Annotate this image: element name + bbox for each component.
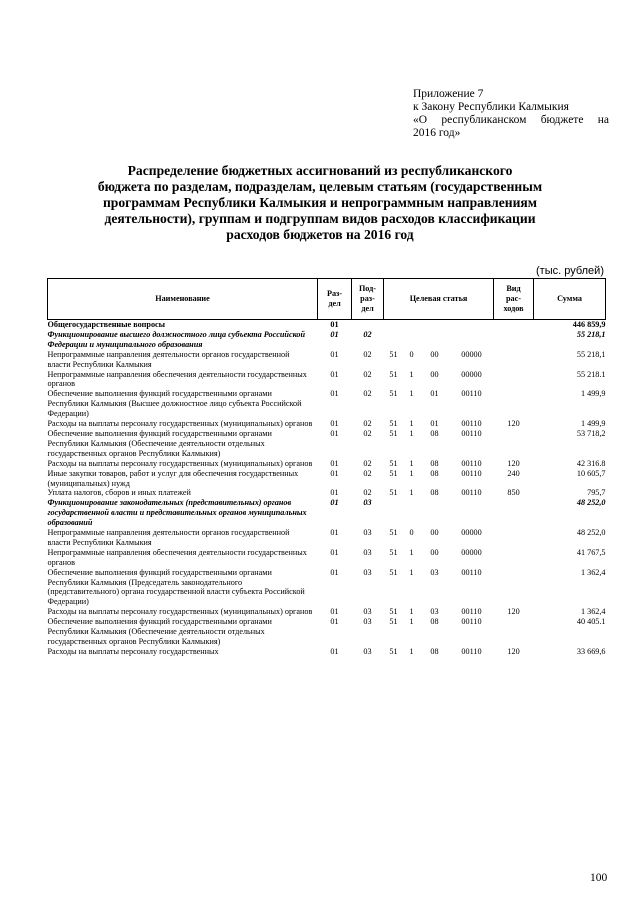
cell-amount: 33 669,6 [576, 646, 606, 656]
cell-target-subprogram: 0 [409, 349, 414, 359]
cell-target-direction [450, 330, 494, 350]
header-section: Раз- дел [318, 279, 352, 320]
cell-target-main: 08 [430, 488, 439, 498]
cell-target-subprogram: 1 [409, 488, 414, 498]
cell-section: 01 [330, 498, 339, 508]
cell-subsection [352, 320, 384, 330]
cell-target-program: 51 [389, 428, 398, 438]
header-amount: Сумма [534, 279, 606, 320]
table-header [48, 279, 606, 320]
cell-target-program: 51 [389, 617, 398, 627]
header-expense-type: Вид рас- ходов [494, 279, 534, 320]
table-row [48, 617, 606, 647]
cell-section: 01 [330, 646, 339, 656]
cell-name: Непрограммные направления обеспечения деятельности государственных органов [47, 547, 307, 567]
cell-expense-type [494, 429, 534, 459]
cell-target-direction: 00110 [461, 468, 482, 478]
table-row [48, 647, 606, 657]
cell-target-subprogram: 1 [409, 468, 414, 478]
cell-section: 01 [330, 389, 339, 399]
cell-target-program: 51 [389, 488, 398, 498]
header-subsection: Под- раз- дел [352, 279, 384, 320]
cell-target-subprogram: 1 [409, 389, 414, 399]
cell-target-program: 51 [389, 567, 398, 577]
table-body [48, 320, 606, 657]
cell-subsection: 03 [363, 528, 372, 538]
cell-target-program: 51 [389, 528, 398, 538]
cell-section: 01 [330, 419, 339, 429]
cell-target-program: 51 [389, 547, 398, 557]
cell-target-subprogram: 1 [409, 547, 414, 557]
cell-name: Непрограммные направления обеспечения деятельности государственных органов [47, 369, 307, 389]
cell-section: 01 [330, 468, 339, 478]
cell-target-program: 51 [389, 607, 398, 617]
cell-name: Уплата налогов, сборов и иных платежей [47, 488, 191, 498]
cell-subsection: 02 [363, 369, 372, 379]
table-row [48, 370, 606, 390]
cell-amount: 1 362,4 [580, 567, 606, 577]
cell-amount: 1 499,9 [580, 419, 606, 429]
cell-expense-type: 850 [507, 488, 520, 498]
table-row [48, 548, 606, 568]
cell-expense-type [494, 548, 534, 568]
cell-target-main: 03 [430, 567, 439, 577]
cell-subsection: 02 [363, 419, 372, 429]
appendix-line-4: 2016 год» [413, 127, 461, 139]
page-number: 100 [590, 872, 608, 884]
table-row [48, 429, 606, 459]
cell-amount: 446 859,9 [534, 320, 606, 330]
cell-target-program [384, 330, 404, 350]
table-row [48, 528, 606, 548]
cell-target-direction: 00000 [461, 349, 482, 359]
cell-target-program: 51 [389, 468, 398, 478]
cell-amount: 1 362,4 [580, 607, 606, 617]
cell-target-subprogram: 1 [409, 428, 414, 438]
cell-target-main: 08 [430, 617, 439, 627]
cell-target-main: 03 [430, 607, 439, 617]
cell-target-direction: 00110 [461, 458, 482, 468]
table-row [48, 469, 606, 489]
cell-name: Расходы на выплаты персоналу государственных (муниципальных) органов [47, 458, 313, 468]
cell-section: 01 [330, 617, 339, 627]
cell-name: Общегосударственные вопросы [48, 320, 318, 330]
cell-target-main: 00 [430, 528, 439, 538]
cell-target-direction: 00110 [461, 646, 482, 656]
cell-amount: 53 718,2 [576, 428, 606, 438]
cell-name: Расходы на выплаты персоналу государственных (муниципальных) органов [47, 607, 313, 617]
cell-amount: 795,7 [587, 488, 606, 498]
cell-target-direction: 00110 [461, 607, 482, 617]
cell-amount: 55 218,1 [576, 349, 606, 359]
cell-name: Иные закупки товаров, работ и услуг для обеспечения государственных (муниципальных) нужд [47, 468, 299, 488]
cell-amount: 40 405.1 [576, 617, 606, 627]
title-line-1: Распределение бюджетных ассигнований из республиканского [127, 163, 513, 178]
cell-amount: 42 316.8 [576, 458, 606, 468]
cell-subsection: 02 [363, 468, 372, 478]
cell-target-main: 08 [430, 646, 439, 656]
cell-target-subprogram: 1 [409, 607, 414, 617]
cell-target-direction: 00110 [461, 389, 482, 399]
cell-section: 01 [318, 320, 352, 330]
header-name: Наименование [48, 279, 318, 320]
table-row [48, 488, 606, 498]
cell-subsection: 03 [363, 498, 372, 508]
cell-name: Обеспечение выполнения функций государственными органами Республики Калмыкия (Председатель законодательного (представительного) органа государственной власти субъекта Российской Федерации) [47, 567, 305, 607]
appendix-line-2: к Закону Республики Калмыкия [413, 101, 569, 113]
cell-amount: 55 218.1 [576, 369, 606, 379]
cell-expense-type [494, 617, 534, 647]
cell-section: 01 [330, 349, 339, 359]
cell-expense-type [494, 350, 534, 370]
table-row [48, 350, 606, 370]
cell-section: 01 [330, 567, 339, 577]
title-line-2: бюджета по разделам, подразделам, целевым статьям (государственным [97, 179, 543, 194]
cell-target-direction [450, 320, 494, 330]
cell-target-subprogram: 0 [409, 528, 414, 538]
cell-expense-type [494, 389, 534, 419]
cell-expense-type [494, 528, 534, 548]
cell-target-main: 00 [430, 547, 439, 557]
cell-target-direction: 00110 [461, 488, 482, 498]
cell-target-main: 01 [430, 419, 439, 429]
appendix-line-3: «О республиканском бюджете на [413, 114, 609, 126]
cell-target-direction [450, 498, 494, 528]
appendix-line-1: Приложение 7 [413, 88, 484, 100]
cell-subsection: 02 [363, 329, 372, 339]
title-line-3: программам Республики Калмыкия и непрограммным направлениям [102, 195, 538, 210]
cell-target-program: 51 [389, 458, 398, 468]
cell-expense-type [494, 498, 534, 528]
cell-subsection: 03 [363, 567, 372, 577]
cell-section: 01 [330, 528, 339, 538]
cell-name: Функционирование высшего должностного лица субъекта Российской Федерации и муниципального образования [47, 329, 306, 349]
table-row [48, 389, 606, 419]
cell-target-main [420, 498, 450, 528]
cell-target-direction: 00000 [461, 528, 482, 538]
cell-target-subprogram: 1 [409, 617, 414, 627]
table-row [48, 459, 606, 469]
table-row [48, 607, 606, 617]
table-row [48, 330, 606, 350]
cell-target-subprogram: 1 [409, 646, 414, 656]
cell-target-main: 08 [430, 428, 439, 438]
cell-target-direction: 00000 [461, 547, 482, 557]
cell-target-main: 08 [430, 468, 439, 478]
cell-amount: 48 252,0 [576, 498, 606, 508]
appendix-note [413, 88, 609, 140]
cell-target-direction: 00110 [461, 428, 482, 438]
cell-expense-type [494, 568, 534, 608]
cell-target-direction: 00110 [461, 419, 482, 429]
cell-target-program: 51 [389, 389, 398, 399]
cell-section: 01 [330, 458, 339, 468]
cell-target-direction: 00000 [461, 369, 482, 379]
cell-subsection: 02 [363, 349, 372, 359]
cell-subsection: 03 [363, 607, 372, 617]
cell-amount: 55 218,1 [576, 329, 606, 339]
cell-section: 01 [330, 547, 339, 557]
cell-target-main: 01 [430, 389, 439, 399]
cell-target-program [384, 320, 404, 330]
cell-name: Непрограммные направления деятельности органов государственной власти Республики Калмыкия [47, 349, 290, 369]
units-label: (тыс. рублей) [536, 265, 604, 277]
cell-subsection: 03 [363, 646, 372, 656]
cell-expense-type: 240 [507, 468, 520, 478]
cell-target-main: 08 [430, 458, 439, 468]
cell-subsection: 02 [363, 488, 372, 498]
cell-target-program: 51 [389, 369, 398, 379]
cell-subsection: 03 [363, 547, 372, 557]
table-row [48, 498, 606, 528]
cell-section: 01 [330, 607, 339, 617]
cell-subsection: 02 [363, 428, 372, 438]
header-target: Целевая статья [384, 279, 494, 320]
cell-expense-type: 120 [507, 458, 520, 468]
budget-table [47, 278, 606, 657]
cell-expense-type [494, 330, 534, 350]
cell-target-subprogram: 1 [409, 369, 414, 379]
cell-amount: 10 605,7 [576, 468, 606, 478]
cell-section: 01 [330, 428, 339, 438]
cell-target-main: 00 [430, 369, 439, 379]
table-row [48, 419, 606, 429]
cell-subsection: 03 [363, 617, 372, 627]
cell-subsection: 02 [363, 458, 372, 468]
cell-target-main [420, 320, 450, 330]
cell-amount: 41 767,5 [576, 547, 606, 557]
cell-target-subprogram: 1 [409, 458, 414, 468]
cell-section: 01 [330, 329, 339, 339]
cell-target-program [384, 498, 404, 528]
title-line-5: расходов бюджетов на 2016 год [226, 227, 414, 242]
cell-amount: 1 499,9 [580, 389, 606, 399]
table-row [48, 568, 606, 608]
cell-target-subprogram [404, 498, 420, 528]
cell-name: Расходы на выплаты персоналу государственных [47, 646, 219, 656]
cell-name: Обеспечение выполнения функций государственными органами Республики Калмыкия (Обеспечение деятельности отдельных государственных органов Республики Калмыкия) [47, 428, 272, 458]
cell-expense-type: 120 [507, 646, 520, 656]
cell-target-subprogram [404, 320, 420, 330]
cell-name: Расходы на выплаты персоналу государственных (муниципальных) органов [47, 419, 313, 429]
cell-expense-type [494, 320, 534, 330]
cell-expense-type: 120 [507, 419, 520, 429]
cell-amount: 48 252,0 [576, 528, 606, 538]
cell-expense-type [494, 370, 534, 390]
cell-target-subprogram [404, 330, 420, 350]
cell-target-main: 00 [430, 349, 439, 359]
cell-target-direction: 00110 [461, 567, 482, 577]
cell-name: Обеспечение выполнения функций государственными органами Республики Калмыкия (Обеспечение деятельности отдельных государственных органов Республики Калмыкия) [47, 617, 272, 646]
cell-name: Непрограммные направления деятельности органов государственной власти Республики Калмыкия [47, 528, 290, 547]
cell-target-subprogram: 1 [409, 567, 414, 577]
cell-section: 01 [330, 488, 339, 498]
document-title [60, 163, 580, 243]
cell-target-program: 51 [389, 349, 398, 359]
cell-target-program: 51 [389, 646, 398, 656]
cell-name: Функционирование законодательных (представительных) органов государственной власти и представительных органов муниципальных образований [47, 498, 307, 528]
table-row [48, 320, 606, 330]
title-line-4: деятельности), группам и подгруппам видов расходов классификации [104, 211, 536, 226]
cell-target-program: 51 [389, 419, 398, 429]
cell-target-subprogram: 1 [409, 419, 414, 429]
cell-expense-type: 120 [507, 607, 520, 617]
cell-target-direction: 00110 [461, 617, 482, 627]
cell-section: 01 [330, 369, 339, 379]
cell-target-main [420, 330, 450, 350]
cell-subsection: 02 [363, 389, 372, 399]
cell-name: Обеспечение выполнения функций государственными органами Республики Калмыкия (Высшее должностное лицо субъекта Российской Федерации) [47, 389, 302, 419]
